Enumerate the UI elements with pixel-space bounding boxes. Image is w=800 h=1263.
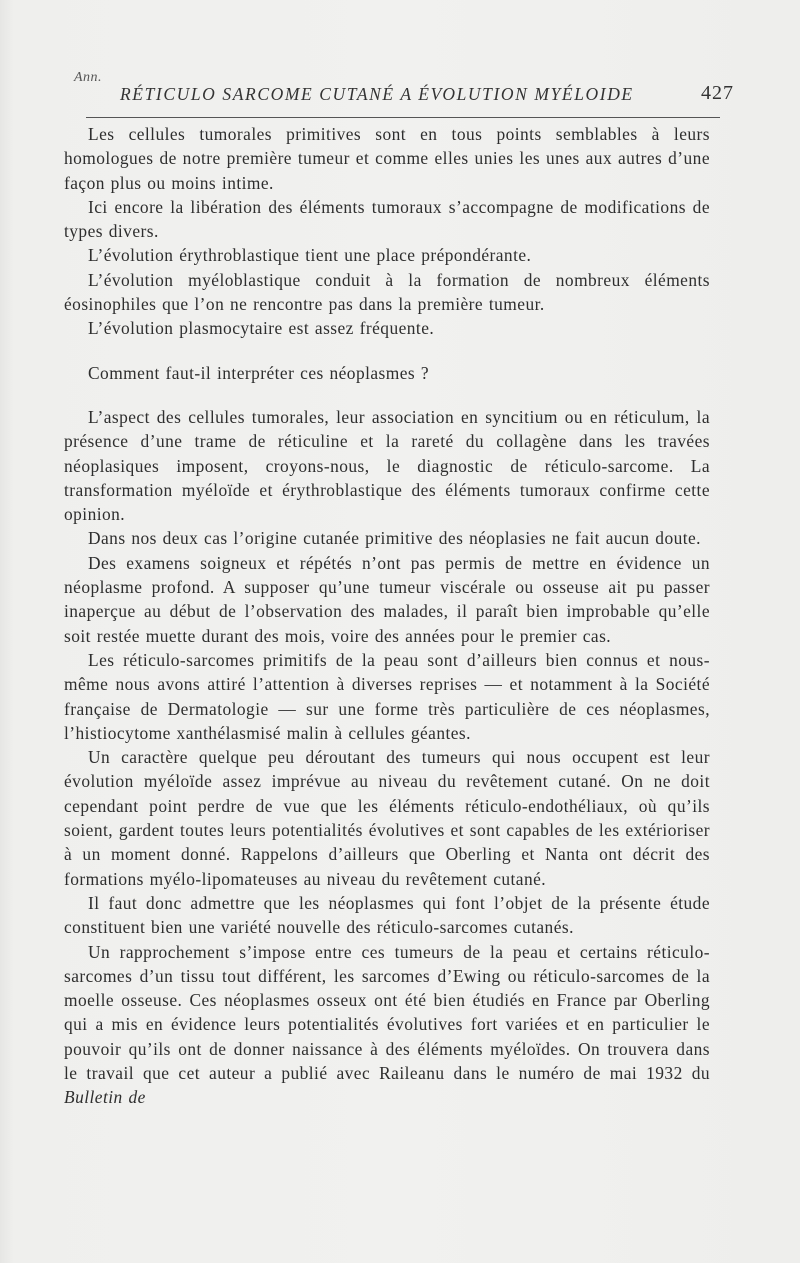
paragraph: Il faut donc admettre que les néoplasmes qui font l’objet de la présente étude constituent bien une variété nouvelle des réticulo-sarcomes cutanés. bbox=[64, 892, 710, 938]
journal-title-italic: Bulletin de bbox=[64, 1087, 146, 1108]
paragraph: L’évolution myéloblastique conduit à la formation de nombreux éléments éosinophiles que l’on ne rencontre pas dans la première tumeur. bbox=[64, 269, 710, 315]
paragraph: L’évolution plasmocytaire est assez fréquente. bbox=[88, 318, 435, 339]
paragraph: Un caractère quelque peu déroutant des tumeurs qui nous occupent est leur évolution myéloïde assez imprévue au niveau du revêtement cutané. On ne doit cependant point perdre de vue que les éléments réticulo-endothéliaux, où qu’ils soient, gardent toutes leurs potentialités évolutives et sont capables de les extérioriser à un moment donné. Rappelons d’ailleurs que Oberling et Nanta ont décrit des formations myélo-lipomateuses au niveau du revêtement cutané. bbox=[64, 747, 710, 889]
paragraph-text: Un rapprochement s’impose entre ces tumeurs de la peau et certains réticulo-sarcomes d’un tissu tout différent, les sarcomes d’Ewing ou réticulo-sarcomes de la moelle osseuse. Ces néoplasmes osseux ont été bien étudiés en France par Oberling qui a mis en évidence leurs potentialités évolutives fort variées et en particulier le pouvoir qu’ils ont de donner naissance à des éléments myéloïdes. On trouvera dans le travail que cet auteur a publié avec Raileanu dans le numéro de mai 1932 du bbox=[64, 941, 710, 1083]
running-title: RÉTICULO SARCOME CUTANÉ A ÉVOLUTION MYÉLOIDE bbox=[120, 84, 634, 104]
paragraph bbox=[64, 940, 710, 1110]
question-paragraph: Comment faut-il interpréter ces néoplasmes ? bbox=[88, 362, 430, 383]
paragraph: Des examens soigneux et répétés n’ont pas permis de mettre en évidence un néoplasme profond. A supposer qu’une tumeur viscérale ou osseuse ait pu passer inaperçue au début de l’observation des malades, il paraît bien improbable qu’elle soit restée muette durant des mois, voire des années pour le premier cas. bbox=[64, 552, 710, 646]
paragraph: L’aspect des cellules tumorales, leur association en syncitium ou en réticulum, la présence d’une trame de réticuline et la rareté du collagène dans les travées néoplasiques imposent, croyons-nous, le diagnostic de réticulo-sarcome. La transformation myéloïde et érythroblastique des éléments tumoraux confirme cette opinion. bbox=[64, 406, 710, 525]
header-rule bbox=[86, 117, 720, 118]
paragraph: Les réticulo-sarcomes primitifs de la peau sont d’ailleurs bien connus et nous-même nous avons attiré l’attention à diverses reprises — et notamment à la Société française de Dermatologie — sur une forme très particulière de ces néoplasmes, l’histiocytome xanthélasmisé malin à cellules géantes. bbox=[64, 649, 710, 743]
page-number: 427 bbox=[701, 82, 734, 104]
body-text bbox=[64, 122, 710, 1110]
journal-abbreviation: Ann. bbox=[74, 70, 103, 85]
page-header bbox=[80, 82, 734, 114]
paragraph: Dans nos deux cas l’origine cutanée primitive des néoplasies ne fait aucun doute. bbox=[88, 528, 701, 549]
paragraph: L’évolution érythroblastique tient une place prépondérante. bbox=[88, 245, 532, 266]
paragraph: Les cellules tumorales primitives sont en tous points semblables à leurs homologues de notre première tumeur et comme elles unies les unes aux autres d’une façon plus ou moins intime. bbox=[64, 124, 710, 193]
paragraph: Ici encore la libération des éléments tumoraux s’accompagne de modifications de types divers. bbox=[64, 196, 710, 242]
